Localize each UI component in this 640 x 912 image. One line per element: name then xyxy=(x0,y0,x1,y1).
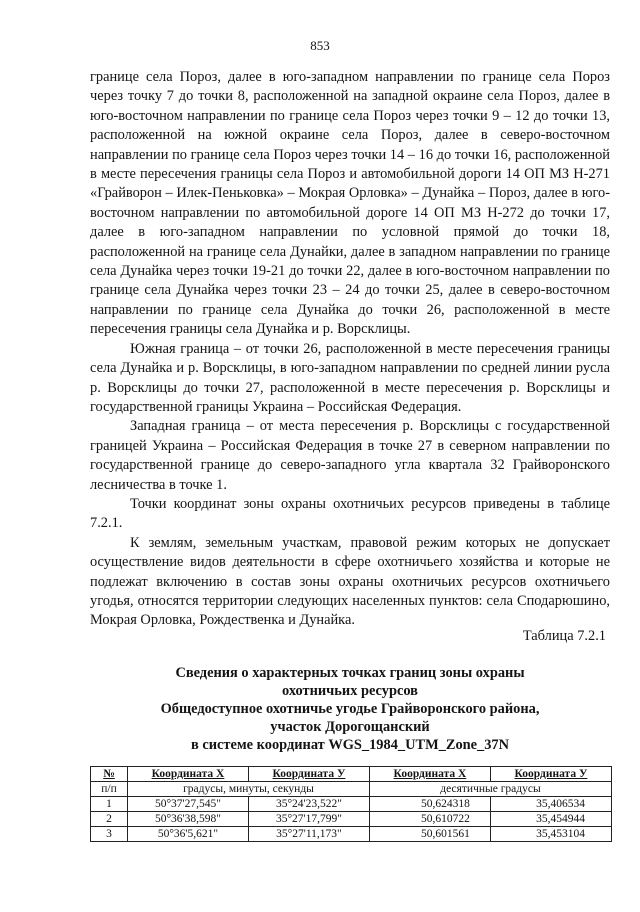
cell-y-dms: 35°27'17,799" xyxy=(248,812,369,827)
cell-x-dec: 50,601561 xyxy=(369,827,490,842)
col-header-number-sub: п/п xyxy=(91,782,128,797)
cell-number: 1 xyxy=(91,797,128,812)
col-header-x-dec: Координата X xyxy=(369,767,490,782)
cell-y-dec: 35,453104 xyxy=(490,827,611,842)
cell-y-dec: 35,454944 xyxy=(490,812,611,827)
paragraph-west-boundary: Западная граница – от места пересечения р. Ворсклицы с государственной границей Украина – Российская Федерация в точке 27 в северном направлении по государственной границе до северо-западного угла квартала 32 Грайворонского лесничества в точке 1. xyxy=(90,418,610,493)
body-text xyxy=(90,68,610,631)
table-row xyxy=(91,812,612,827)
cell-x-dms: 50°36'38,598" xyxy=(128,812,249,827)
col-header-y-dms: Координата У xyxy=(248,767,369,782)
table-heading xyxy=(90,664,610,754)
cell-number: 2 xyxy=(91,812,128,827)
coordinates-table xyxy=(90,766,612,842)
unit-dms: градусы, минуты, секунды xyxy=(128,782,370,797)
paragraph-south-boundary: Южная граница – от точки 26, расположенной в месте пересечения границы села Дунайка и р. Ворсклицы, в юго-западном направлении по средней линии русла р. Ворсклицы до точки 27, расположенной в месте пересечения р. Ворсклицы и государственной границы Украина – Российская Федерация. xyxy=(90,340,610,415)
col-header-number: № xyxy=(91,767,128,782)
table-heading-line: Общедоступное охотничье угодье Грайворонского района, xyxy=(160,701,540,717)
col-header-y-dec: Координата У xyxy=(490,767,611,782)
paragraph-excluded-lands: К землям, земельным участкам, правовой режим которых не допускает осуществление видов деятельности в сфере охотничьего хозяйства и которые не подлежат включению в состав зоны охраны охотничьих ресурсов охотничьего угодья, относятся территории следующих населенных пунктов: села Сподарюшино, Мокрая Орловка, Рождественка и Дунайка. xyxy=(90,534,610,629)
cell-x-dms: 50°36'5,621" xyxy=(128,827,249,842)
cell-y-dms: 35°27'11,173" xyxy=(248,827,369,842)
table-heading-line: в системе координат WGS_1984_UTM_Zone_37N xyxy=(190,737,510,753)
table-unit-row xyxy=(91,782,612,797)
cell-number: 3 xyxy=(91,827,128,842)
table-heading-line: участок Дорогощанский xyxy=(270,719,430,735)
col-header-x-dms: Координата X xyxy=(128,767,249,782)
table-caption: Таблица 7.2.1 xyxy=(522,628,606,644)
cell-y-dms: 35°24'23,522" xyxy=(248,797,369,812)
table-row xyxy=(91,797,612,812)
table-row xyxy=(91,827,612,842)
cell-x-dec: 50,610722 xyxy=(369,812,490,827)
page-number: 853 xyxy=(310,38,330,53)
cell-x-dms: 50°37'27,545" xyxy=(128,797,249,812)
paragraph-north-east-boundary: границе села Пороз, далее в юго-западном направлении по границе села Пороз через точку 7 до точки 8, расположенной на западной окраине села Пороз, далее в юго-восточном направлении по границе села Пороз через точки 9 – 12 до точки 13, расположенной на южной окраине села Пороз, далее в северо-восточном направлении по границе села Пороз через точки 14 – 16 до точки 16, расположенной в месте пересечения границы села Пороз и автомобильной дороги 14 ОП МЗ Н-271 «Грайворон – Илек-Пеньковка» – Мокрая Орловка» – Дунайка – Пороз, далее в юго-восточном направлении по автомобильной дороге 14 ОП МЗ Н-272 до точки 17, далее в юго-западном направлении по условной прямой до точки 18, расположенной на границе села Дунайки, далее в западном направлении по границе села Дунайка через точки 19-21 до точки 22, далее в юго-восточном направлении по границе села Дунайка через точки 23 – 24 до точки 25, далее в северо-восточном направлении по границе села Дунайка до точки 26, расположенной в месте пересечения границы села Дунайка и р. Ворсклицы. xyxy=(90,69,610,338)
unit-dec: десятичные градусы xyxy=(369,782,611,797)
cell-x-dec: 50,624318 xyxy=(369,797,490,812)
table-heading-line: охотничьих ресурсов xyxy=(282,683,418,699)
table-header-row xyxy=(91,767,612,782)
table-heading-line: Сведения о характерных точках границ зоны охраны xyxy=(175,665,525,681)
cell-y-dec: 35,406534 xyxy=(490,797,611,812)
paragraph-table-reference: Точки координат зоны охраны охотничьих ресурсов приведены в таблице 7.2.1. xyxy=(90,495,610,532)
